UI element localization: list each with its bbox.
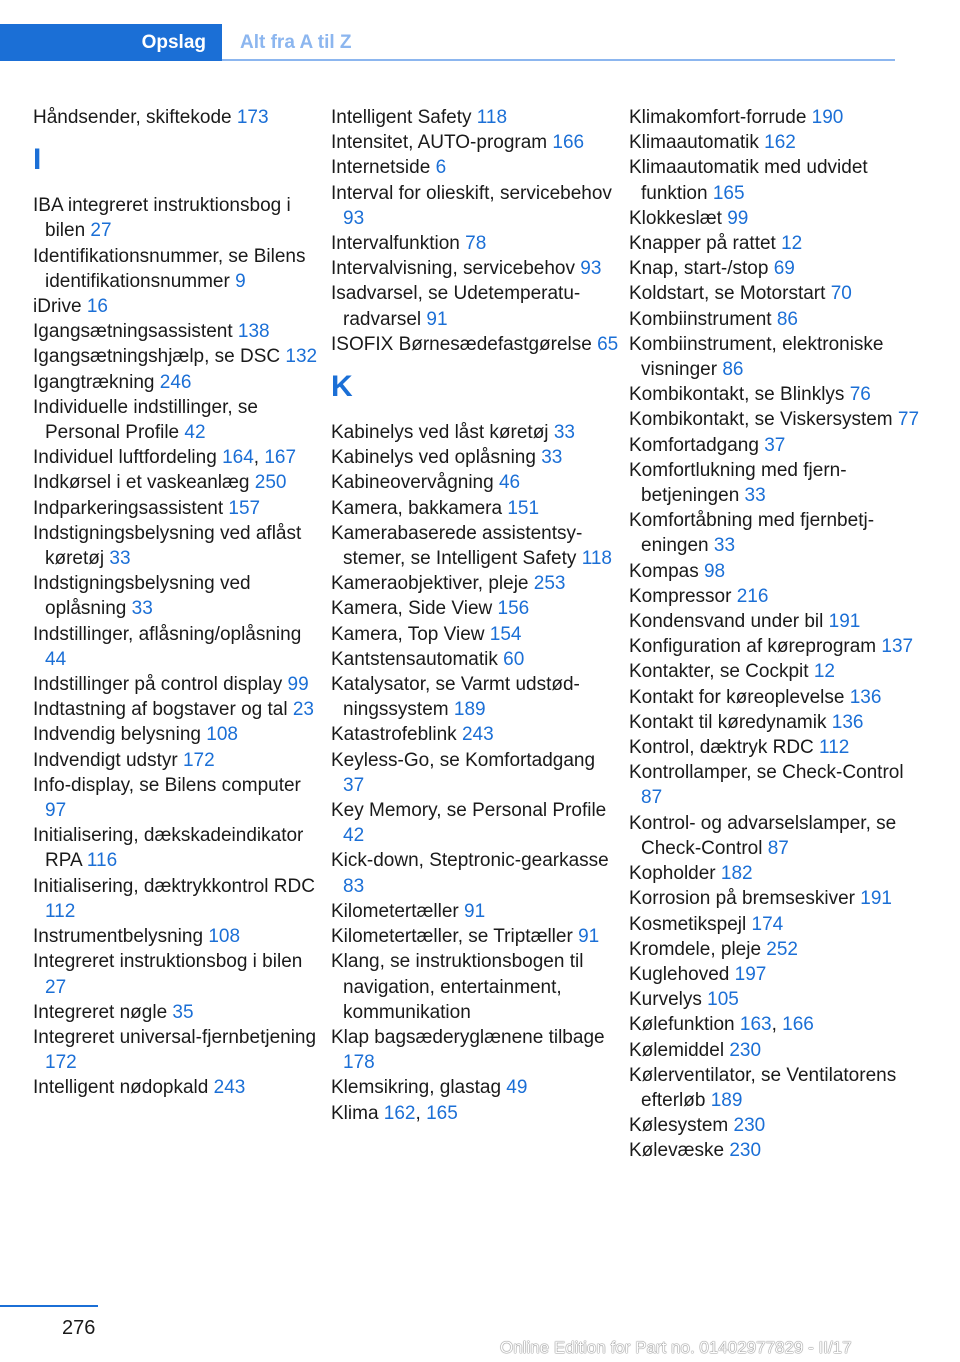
page-link[interactable]: 112 (45, 900, 76, 922)
index-entry-text: Kontakt til køredynamik (629, 711, 832, 733)
index-entry (629, 937, 929, 962)
page-link[interactable]: 98 (703, 560, 726, 582)
index-entry (629, 1138, 929, 1163)
tab-opslag[interactable]: Opslag (0, 24, 222, 61)
index-entry-text: Kurvelys (629, 989, 708, 1011)
index-entry (331, 1075, 621, 1100)
page-link[interactable]: 163 (739, 1014, 772, 1036)
page-link[interactable]: 190 (811, 107, 844, 128)
index-entry-text: Komfortadgang (629, 434, 765, 456)
index-entry (33, 622, 323, 672)
index-entry-text: Intervalfunktion (331, 233, 466, 255)
page-link[interactable]: 12 (813, 661, 835, 683)
page-link[interactable]: 23 (292, 699, 314, 721)
page-link[interactable]: 97 (45, 800, 67, 822)
index-entry (331, 445, 621, 470)
index-entry (33, 370, 323, 395)
index-entry (33, 395, 323, 445)
index-entry-text: Kosmetikspejl (629, 913, 752, 935)
index-entry-text: Klemsikring, glastag (331, 1077, 507, 1099)
page-number: 276 (62, 1317, 96, 1339)
page-link[interactable]: 189 (710, 1089, 743, 1111)
page-link[interactable]: 138 (237, 321, 270, 343)
index-entry (33, 1075, 323, 1100)
footer-rule (0, 1305, 98, 1307)
index-entry (33, 344, 323, 369)
index-entry-text: Klang, se instruktionsbogen til navigation, entertainment, kommunikation (331, 951, 584, 1023)
index-entry (331, 470, 621, 495)
index-entry (629, 332, 929, 382)
page-link[interactable]: 65 (597, 333, 619, 355)
page-link[interactable]: 42 (343, 825, 365, 847)
page-link[interactable]: 91 (578, 926, 600, 948)
index-entry-text: Katalysator, se Varmt udstødningssystem (331, 674, 580, 721)
page-link[interactable]: 118 (476, 107, 508, 128)
page-link[interactable]: 60 (503, 648, 525, 670)
index-entry-text: Kameraobjektiver, pleje (331, 573, 534, 595)
index-entry-text: Instrumentbelysning (33, 926, 209, 948)
page-link[interactable]: 37 (343, 774, 365, 796)
page-link[interactable]: 156 (497, 598, 530, 620)
index-entry-text: Kombiinstrument, elektroniske visninger (629, 333, 884, 381)
index-entry-text: Kilometertæller (331, 900, 465, 922)
index-entry-text: Kontakt for køreoplevelse (629, 686, 850, 708)
index-entry-text: Intervalvisning, servicebehov (331, 258, 581, 280)
index-entry-text: Kompressor (629, 585, 737, 607)
index-entry (629, 206, 929, 231)
index-entry-text: Kompas (629, 560, 704, 582)
index-entry (629, 130, 929, 155)
index-entry-text: Integreret universal-fjernbetjening (33, 1026, 317, 1048)
page-separator: , (415, 1102, 427, 1124)
index-entry-text: Kabinelys ved låst køretøj (331, 422, 554, 444)
page-link[interactable]: 87 (767, 837, 789, 859)
index-entry (629, 659, 929, 684)
index-column-1 (33, 105, 323, 1101)
index-entry (629, 861, 929, 886)
page-link[interactable]: 165 (426, 1102, 458, 1124)
index-entry-text: Integreret instruktionsbog i bilen (33, 951, 303, 973)
index-entry-text: Koldstart, se Motorstart (629, 283, 831, 305)
index-entry (331, 647, 621, 672)
index-entry-text: Katastrofeblink (331, 724, 462, 746)
index-entry-text: ISOFIX Børnesædefastgørelse (331, 333, 598, 355)
page-link[interactable]: 27 (90, 220, 112, 242)
index-entry-text: Klima (331, 1102, 384, 1124)
index-entry-text: Kontrol, dæktryk RDC (629, 737, 820, 759)
page-link[interactable]: 93 (580, 258, 602, 280)
index-entry (33, 748, 323, 773)
page-link[interactable]: 165 (712, 182, 745, 204)
index-entry (33, 105, 323, 130)
index-entry (331, 1025, 621, 1075)
page-link[interactable]: 137 (881, 636, 914, 658)
page-link[interactable]: 83 (343, 875, 365, 897)
page-link[interactable]: 118 (581, 548, 612, 570)
index-entry (331, 949, 621, 1025)
index-entry-text: Kick-down, Steptronic-gearkasse (331, 850, 609, 872)
tab-alt-fra-a-til-z[interactable]: Alt fra A til Z (240, 31, 352, 53)
page-separator: , (771, 1014, 783, 1036)
index-entry (629, 281, 929, 306)
page-link[interactable]: 33 (553, 422, 575, 444)
page-link[interactable]: 166 (552, 132, 585, 154)
index-entry (629, 634, 929, 659)
index-entry (629, 735, 929, 760)
page-link[interactable]: 70 (830, 283, 852, 305)
page-link[interactable]: 172 (45, 1052, 77, 1074)
page-link[interactable]: 78 (465, 233, 487, 255)
index-entry (331, 899, 621, 924)
index-entry-text: Intelligent Safety (331, 107, 477, 128)
index-entry-text: Håndsender, skiftekode (33, 107, 237, 128)
header-tabs (0, 24, 895, 62)
page-link[interactable]: 6 (435, 157, 447, 179)
page-link[interactable]: 86 (722, 359, 744, 381)
index-entry-text: Kombikontakt, se Blinklys (629, 384, 850, 406)
page-link[interactable]: 151 (507, 497, 540, 519)
index-entry-text: Kamera, Side View (331, 598, 498, 620)
index-entry-text: Kølevæske (629, 1140, 730, 1162)
index-entry-text: Kølerventilator, se Ventilatorens efterløb (629, 1064, 897, 1111)
index-entry (629, 105, 929, 130)
index-entry (629, 407, 929, 432)
index-entry (629, 1012, 929, 1037)
index-entry (33, 1000, 323, 1025)
index-entry (33, 294, 323, 319)
index-entry-text: Kombiinstrument (629, 308, 777, 330)
page-link[interactable]: 87 (641, 787, 663, 809)
index-entry (629, 962, 929, 987)
index-entry-text: Kamera, bakkamera (331, 497, 508, 519)
index-entry (331, 181, 621, 231)
page-link[interactable]: 174 (751, 913, 784, 935)
index-entry (331, 748, 621, 798)
index-entry-text: Intelligent nødopkald (33, 1077, 214, 1099)
index-entry-text: Klimakomfort-forrude (629, 107, 812, 128)
index-entry-text: IBA integreret instruktionsbog i bilen (33, 195, 291, 242)
index-entry (331, 924, 621, 949)
page-link[interactable]: 46 (498, 472, 521, 494)
page-link[interactable]: 91 (426, 308, 448, 330)
page-link[interactable]: 191 (860, 888, 892, 910)
index-entry (629, 307, 929, 332)
index-entry (33, 244, 323, 294)
index-entry (331, 155, 621, 180)
index-entry-text: Kamerabaserede assistentsystemer, se Intelligent Safety (331, 522, 583, 570)
page-link[interactable]: 173 (236, 107, 269, 128)
index-entry-text: Korrosion på bremseskiver (629, 888, 861, 910)
index-entry (629, 811, 929, 861)
index-entry (331, 848, 621, 898)
page-link[interactable]: 44 (45, 648, 67, 670)
page-link[interactable]: 136 (831, 711, 864, 733)
index-entry (331, 596, 621, 621)
index-entry (33, 571, 323, 621)
index-entry-text: Kølemiddel (629, 1039, 730, 1061)
index-entry-text: Individuel luftfordeling (33, 447, 223, 469)
section-letter: I (33, 143, 42, 177)
index-column-3 (629, 105, 929, 1164)
index-entry-text: Indvendig belysning (33, 724, 207, 746)
index-entry (629, 609, 929, 634)
page-link[interactable]: 216 (736, 585, 769, 607)
index-entry-text: Igangsætningsassistent (33, 321, 238, 343)
index-entry-text: Igangsætningshjælp, se DSC (33, 346, 286, 368)
index-entry (629, 1038, 929, 1063)
page-link[interactable]: 108 (206, 724, 238, 746)
page-link[interactable]: 132 (285, 346, 318, 368)
index-entry-text: Klimaautomatik med udvidet funktion (629, 157, 868, 204)
index-entry-text: Kondensvand under bil (629, 611, 829, 633)
index-entry (33, 521, 323, 571)
index-column-2 (331, 105, 621, 1126)
index-entry (33, 672, 323, 697)
index-entry (331, 130, 621, 155)
index-entry-text: Indparkeringsassistent (33, 497, 229, 519)
page-link[interactable]: 191 (828, 611, 861, 633)
index-entry (331, 672, 621, 722)
index-entry-text: Kamera, Top View (331, 623, 490, 645)
page-link[interactable]: 35 (172, 1001, 194, 1023)
index-entry (331, 332, 621, 357)
index-entry (629, 685, 929, 710)
index-entry-text: Konfiguration af køreprogram (629, 636, 882, 658)
index-entry-text: Komfortåbning med fjernbetjeningen (629, 510, 875, 557)
page-link[interactable]: 93 (343, 207, 365, 229)
page-link[interactable]: 49 (506, 1077, 528, 1099)
index-entry-text: Kuglehoved (629, 963, 735, 985)
page-link[interactable]: 243 (213, 1077, 246, 1099)
index-entry-text: Klap bagsæderyglænene tilbage (331, 1026, 605, 1048)
page-link[interactable]: 12 (781, 233, 803, 255)
index-entry (629, 382, 929, 407)
index-entry-text: Kontakter, se Cockpit (629, 661, 814, 683)
index-entry-text: Kantstensautomatik (331, 648, 504, 670)
index-entry (331, 1101, 621, 1126)
page-link[interactable]: 230 (729, 1039, 762, 1061)
index-entry-text: Initialisering, dækskadeindikator RPA (33, 825, 304, 872)
index-entry-text: Identifikationsnummer, se Bilens identifikationsnummer (33, 245, 306, 292)
index-entry (33, 470, 323, 495)
index-entry (331, 496, 621, 521)
page-link[interactable]: 33 (109, 548, 131, 570)
index-entry (629, 1113, 929, 1138)
page-separator: , (253, 447, 265, 469)
page-link[interactable]: 230 (733, 1115, 766, 1137)
index-entry-text: Interval for olieskift, servicebehov (331, 182, 612, 204)
index-entry-text: Indtastning af bogstaver og tal (33, 699, 293, 721)
index-entry-text: Indstillinger, aflåsning/oplåsning (33, 623, 302, 645)
index-entry (33, 924, 323, 949)
page-link[interactable]: 189 (453, 699, 486, 721)
index-entry-text: Kombikontakt, se Viskersystem (629, 409, 898, 431)
page-link[interactable]: 167 (264, 447, 297, 469)
index-entry-text: Individuelle indstillinger, se Personal Profile (33, 396, 258, 444)
section-letter: K (331, 370, 353, 404)
index-entry-text: Kølesystem (629, 1115, 734, 1137)
index-entry (629, 912, 929, 937)
page-link[interactable]: 182 (720, 863, 753, 885)
page-link[interactable]: 164 (222, 447, 254, 469)
index-entry-text: Integreret nøgle (33, 1001, 173, 1023)
page-link[interactable]: 246 (159, 371, 192, 393)
index-entry-text: Indvendigt udstyr (33, 749, 183, 771)
index-entry (629, 433, 929, 458)
page-link[interactable]: 91 (464, 900, 486, 922)
index-entry (629, 1063, 929, 1113)
page-link[interactable]: 230 (729, 1140, 762, 1162)
index-entry (33, 1025, 323, 1075)
index-entry-text: iDrive (33, 296, 87, 318)
page-link[interactable]: 69 (773, 258, 795, 280)
page-link[interactable]: 9 (235, 270, 246, 292)
page-link[interactable]: 16 (86, 296, 108, 318)
index-entry-text: Kontrollamper, se Check-Control (629, 762, 904, 784)
index-entry (629, 231, 929, 256)
page-link[interactable]: 37 (764, 434, 786, 456)
index-entry (33, 496, 323, 521)
index-entry-text: Knap, start-/stop (629, 258, 774, 280)
page-link[interactable]: 105 (707, 989, 739, 1011)
index-entry-text: Key Memory, se Personal Profile (331, 800, 607, 822)
index-entry-text: Igangtrækning (33, 371, 160, 393)
page-link[interactable]: 33 (744, 485, 766, 507)
index-entry (629, 256, 929, 281)
index-entry-text: Info-display, se Bilens computer (33, 774, 301, 796)
page-link[interactable]: 136 (849, 686, 882, 708)
page-link[interactable]: 33 (713, 535, 736, 557)
index-entry-text: Indstillinger på control display (33, 674, 288, 696)
index-entry-text: Indkørsel i et vaskeanlæg (33, 472, 255, 494)
index-entry-text: Kabineovervågning (331, 472, 499, 494)
page-link[interactable]: 112 (819, 737, 850, 759)
index-entry-text: Kontrol- og advarselslamper, se Check-Control (629, 812, 897, 859)
index-entry-text: Indstigningsbelysning ved aflåst køretøj (33, 522, 302, 570)
page-link[interactable]: 253 (533, 573, 566, 595)
index-entry-text: Komfortlukning med fjernbetjeningen (629, 459, 847, 507)
index-entry-text: Kromdele, pleje (629, 938, 767, 960)
index-entry (33, 193, 323, 243)
index-entry-text: Kabinelys ved oplåsning (331, 447, 542, 469)
page-link[interactable]: 154 (489, 623, 522, 645)
page-link[interactable]: 99 (727, 207, 749, 229)
index-entry (331, 281, 621, 331)
page-link[interactable]: 99 (287, 674, 309, 696)
index-entry (33, 722, 323, 747)
edition-note: Online Edition for Part no. 01402977829 - II/17 (500, 1338, 852, 1357)
index-entry (33, 949, 323, 999)
index-entry (33, 773, 323, 823)
index-entry-text: Klimaautomatik (629, 132, 765, 154)
page-link[interactable]: 243 (461, 724, 494, 746)
index-entry (331, 722, 621, 747)
index-entry (629, 458, 929, 508)
page-link[interactable]: 162 (764, 132, 796, 154)
index-entry (331, 622, 621, 647)
index-entry-text: Klokkeslæt (629, 207, 728, 229)
page-link[interactable]: 77 (897, 409, 920, 431)
page-link[interactable]: 86 (776, 308, 798, 330)
index-entry (331, 420, 621, 445)
index-entry (629, 760, 929, 810)
tab-underline (222, 59, 895, 61)
index-entry-text: Knapper på rattet (629, 233, 782, 255)
page-link[interactable]: 252 (766, 938, 798, 960)
index-entry-text: Isadvarsel, se Udetemperaturadvarsel (331, 283, 581, 330)
index-entry-text: Kilometertæller, se Triptæller (331, 926, 579, 948)
page-link[interactable]: 108 (208, 926, 241, 948)
index-entry (33, 697, 323, 722)
index-entry (629, 987, 929, 1012)
index-entry-text: Intensitet, AUTO-program (331, 132, 553, 154)
index-entry (33, 319, 323, 344)
page-link[interactable]: 166 (782, 1014, 814, 1036)
page-link[interactable]: 162 (383, 1102, 416, 1124)
page-link[interactable]: 27 (45, 976, 67, 998)
page-link[interactable]: 33 (541, 447, 563, 469)
index-entry (33, 874, 323, 924)
index-entry (331, 571, 621, 596)
index-entry (629, 155, 929, 205)
index-entry (629, 508, 929, 558)
page-link[interactable]: 33 (131, 598, 153, 620)
index-entry-text: Internetside (331, 157, 436, 179)
index-entry (331, 105, 621, 130)
index-entry (629, 559, 929, 584)
page-link[interactable]: 157 (228, 497, 261, 519)
index-entry (629, 886, 929, 911)
index-entry (331, 798, 621, 848)
index-entry-text: Initialisering, dæktrykkontrol RDC (33, 875, 315, 897)
page-link[interactable]: 42 (184, 422, 206, 444)
index-entry-text: Keyless-Go, se Komfortadgang (331, 749, 596, 771)
index-entry (629, 584, 929, 609)
page-link[interactable]: 76 (849, 384, 871, 406)
page-link[interactable]: 250 (254, 472, 287, 494)
page-link[interactable]: 197 (734, 963, 767, 985)
page-link[interactable]: 178 (343, 1052, 375, 1074)
index-entry (331, 521, 621, 571)
index-entry (331, 256, 621, 281)
index-entry (331, 231, 621, 256)
index-entry (33, 823, 323, 873)
index-entry-text: Indstigningsbelysning ved oplåsning (33, 573, 251, 620)
page-link[interactable]: 172 (182, 749, 215, 771)
index-entry-text: Kølefunktion (629, 1014, 740, 1036)
index-entry (33, 445, 323, 470)
index-entry-text: Kopholder (629, 863, 721, 885)
index-entry (629, 710, 929, 735)
page-link[interactable]: 116 (86, 850, 118, 872)
